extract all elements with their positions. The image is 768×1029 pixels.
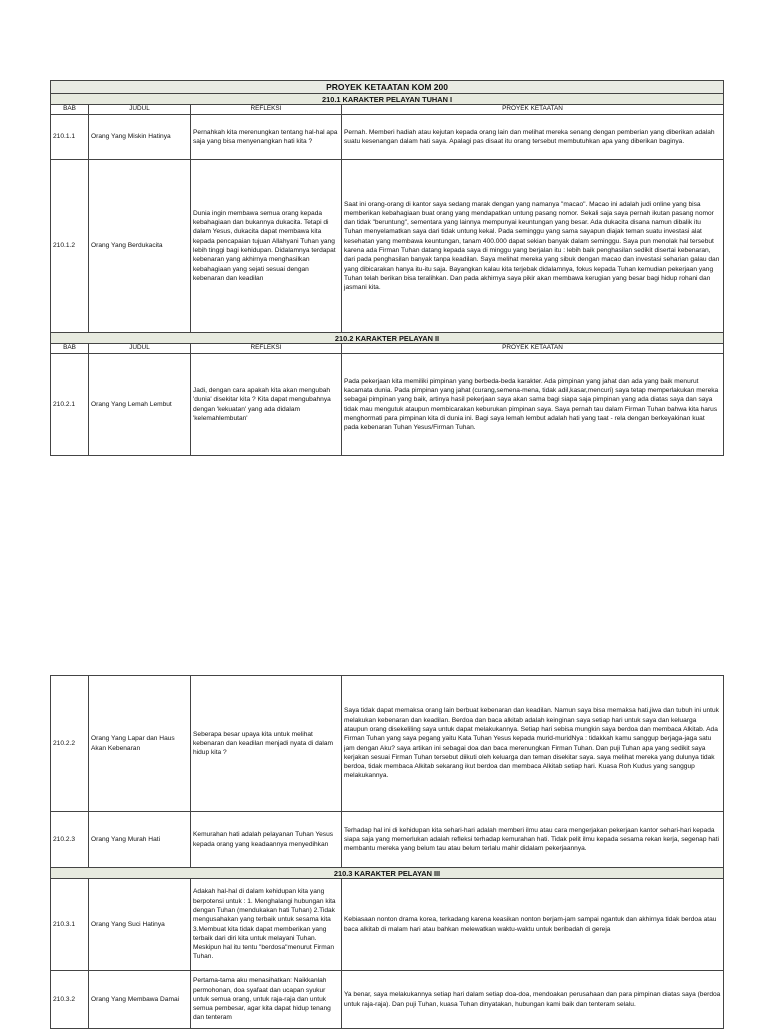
refleksi-cell: Seberapa besar upaya kita untuk melihat kebenaran dan keadilan menjadi nyata di dalam hidup kita ?	[191, 676, 342, 812]
bab-cell: 210.2.2	[51, 676, 89, 812]
table-row	[51, 354, 724, 456]
proyek-cell: Kebiasaan nonton drama korea, terkadang karena keasikan nonton berjam-jam sampai ngantuk dan akhirnya tidak berdoa atau baca alkitab di malam hari atau bahkan melewatkan waktu-waktu untuk beribadah di gereja	[342, 879, 724, 971]
table-row	[51, 879, 724, 971]
judul-cell: Orang Yang Lapar dan Haus Akan Kebenaran	[89, 676, 191, 812]
judul-cell: Orang Yang Murah Hati	[89, 812, 191, 868]
table-row	[51, 676, 724, 812]
proyek-cell: Ya benar, saya melakukannya setiap hari dalam setiap doa-doa, mendoakan perusahaan dan para pimpinan diatas saya (berdoa untuk raja-raja). Dan puji Tuhan, kuasa Tuhan dinyatakan, hubungan kami baik dan tenteram selalu.	[342, 971, 724, 1029]
bab-cell: 210.3.2	[51, 971, 89, 1029]
table-row	[51, 115, 724, 160]
ketaatan-table-part-1	[50, 80, 724, 456]
column-header-judul: JUDUL	[89, 105, 191, 115]
proyek-cell: Terhadap hal ini di kehidupan kita sehari-hari adalah memberi ilmu atau cara mengerjakan pekerjaan kantor sehari-hari kepada siapa saja yang memerlukan adalah refleksi terhadap kemurahan hati. Tidak pelit ilmu kepada sesama rekan kerja, segenap hati membantu mereka yang belum tau atau belum terlalu mahir didalam pekerjaannya.	[342, 812, 724, 868]
ketaatan-table-part-2	[50, 675, 724, 1029]
proyek-cell: Pada pekerjaan kita memiliki pimpinan yang berbeda-beda karakter. Ada pimpinan yang jahat dan ada yang baik menurut kacamata dunia. Pada pimpinan yang jahat (curang,semena-mena, tidak adil,kasar,mencuri) saya tetap memperlakukan mereka sebagai pimpinan yang baik, artinya hasil pekerjaan saya akan sama bagi siapa saja pimpinan yang ada diatas saya dan saya tidak mau mengutuk ataupun membicarakan keburukan pimpinan saya. Saya pernah tau dalam Firman Tuhan bahwa kita harus menghormati para pimpinan kita di dunia ini. Bagi saya lemah lembut adalah hati yang taat - rela dengan berkeyakinan kuat pada kebenaran Tuhan Yesus/Firman Tuhan.	[342, 354, 724, 456]
column-header-refleksi: REFLEKSI	[191, 344, 342, 354]
judul-cell: Orang Yang Miskin Hatinya	[89, 115, 191, 160]
column-header-proyek: PROYEK KETAATAN	[342, 344, 724, 354]
refleksi-cell: Kemurahan hati adalah pelayanan Tuhan Yesus kepada orang yang keadaannya menyedihkan	[191, 812, 342, 868]
column-header-proyek: PROYEK KETAATAN	[342, 105, 724, 115]
column-header-bab: BAB	[51, 344, 89, 354]
bab-cell: 210.2.3	[51, 812, 89, 868]
bab-cell: 210.1.1	[51, 115, 89, 160]
bab-cell: 210.1.2	[51, 160, 89, 333]
section-title: 210.2 KARAKTER PELAYAN II	[51, 333, 724, 344]
column-header-bab: BAB	[51, 105, 89, 115]
column-header-judul: JUDUL	[89, 344, 191, 354]
sheet-title: PROYEK KETAATAN KOM 200	[51, 81, 724, 94]
refleksi-cell: Pernahkah kita merenungkan tentang hal-hal apa saja yang bisa menyenangkan hati kita ?	[191, 115, 342, 160]
bab-cell: 210.3.1	[51, 879, 89, 971]
proyek-cell: Saat ini orang-orang di kantor saya sedang marak dengan yang namanya "macao". Macao ini adalah judi online yang bisa memberikan kebahagiaan buat orang yang mendapatkan untung pasang nomor. Sekali saja saya pernah ikutan pasang nomor dan tidak "beruntung", sementara yang lainnya mempunyai keuntungan yang besar. Ada dukacita disana namun dibalik itu Tuhan menyelamatkan saya dari tidak untung kekal. Pada seminggu yang sama sayapun diajak teman suatu investasi alat kesehatan yang membawa keuntungan, tanam 400.000 dapat sekian banyak dalam seminggu. Saya pun menolak hal tersebut karena ada Firman Tuhan datang kepada saya di minggu yang berjalan itu : lebih baik penghasilan sedikit disertai kebenaran, dari pada penghasilan banyak tanpa keadilan. Saya melihat mereka yang sibuk dengan macao dan investasi seharian galau dan yang dibicarakan hanya itu-itu saja. Bayangkan kalau kita terjebak didalamnya, fokus kepada Tuhan kemudian pekerjaan yang Tuhan telah berikan bisa teralihkan. Dan pada akhirnya saya pikir akan membawa kerugian yang besar bagi hidup rohani dan jasmani kita.	[342, 160, 724, 333]
proyek-cell: Pernah. Memberi hadiah atau kejutan kepada orang lain dan melihat mereka senang dengan pemberian yang diberikan adalah suatu kesenangan dalam hati saya. Apalagi pas disaat itu orang tersebut membutuhkan apa yang diberikan baginya.	[342, 115, 724, 160]
refleksi-cell: Jadi, dengan cara apakah kita akan mengubah 'dunia' disekitar kita ? Kita dapat mengubahnya dengan 'kekuatan' yang ada didalam 'kelemahlembutan'	[191, 354, 342, 456]
refleksi-cell: Adakah hal-hal di dalam kehidupan kita yang berpotensi untuk : 1. Menghalangi hubungan kita dengan Tuhan (mendukakan hati Tuhan) 2.Tidak mengusahakan yang terbaik untuk sesama kita 3.Membuat kita tidak dapat memberikan yang terbaik dari diri kita untuk melayani Tuhan. Meskipun hal itu tentu "berdosa"menurut Firman Tuhan.	[191, 879, 342, 971]
refleksi-cell: Dunia ingin membawa semua orang kepada kebahagiaan dan bukannya dukacita. Tetapi di dalam Yesus, dukacita dapat membawa kita kepada pencapaian tujuan Allahyani Tuhan yang lebih tinggi bagi kehidupan. Didalamnya terdapat kebenaran yang akhirnya menghasilkan kebahagiaan yang sejati sesuai dengan kebenaran dan keadilan	[191, 160, 342, 333]
table-row	[51, 812, 724, 868]
refleksi-cell: Pertama-tama aku menasihatkan: Naikkanlah permohonan, doa syafaat dan ucapan syukur untuk semua orang, untuk raja-raja dan untuk semua pembesar, agar kita dapat hidup tenang dan tenteram	[191, 971, 342, 1029]
column-header-refleksi: REFLEKSI	[191, 105, 342, 115]
judul-cell: Orang Yang Lemah Lembut	[89, 354, 191, 456]
table-row	[51, 160, 724, 333]
table-row	[51, 971, 724, 1029]
bab-cell: 210.2.1	[51, 354, 89, 456]
judul-cell: Orang Yang Membawa Damai	[89, 971, 191, 1029]
section-title: 210.3 KARAKTER PELAYAN III	[51, 868, 724, 879]
judul-cell: Orang Yang Berdukacita	[89, 160, 191, 333]
proyek-cell: Saya tidak dapat memaksa orang lain berbuat kebenaran dan keadilan. Namun saya bisa memaksa hati,jiwa dan tubuh ini untuk melakukan kebenaran dan keadilan. Berdoa dan baca alkitab adalah keinginan saya setiap hari untuk saya dan keluarga ataupun orang disekeliling saya untuk dapat melakukannya. Setiap hari sebisa mungkin saya berdoa dan membaca Alkitab. Ada Firman Tuhan yang saya pegang yaitu Kata Tuhan Yesus kepada murid-muridNya : tidakkah kamu sanggup berjaga-jaga satu jam dengan Aku? saya artikan ini sebagai doa dan baca merenungkan Firman Tuhan. Dan puji Tuhan apa yang sedikit saya kerjakan sesuai Firman Tuhan tersebut diikuti oleh keluarga dan teman disekitar saya. saya melihat mereka yang dulunya tidak berdoa, tidak membaca Alkitab sekarang ikut berdoa dan membaca Alkitab setiap hari. Kuasa Roh Kudus yang sanggup melakukannya.	[342, 676, 724, 812]
judul-cell: Orang Yang Suci Hatinya	[89, 879, 191, 971]
section-title: 210.1 KARAKTER PELAYAN TUHAN I	[51, 94, 724, 105]
